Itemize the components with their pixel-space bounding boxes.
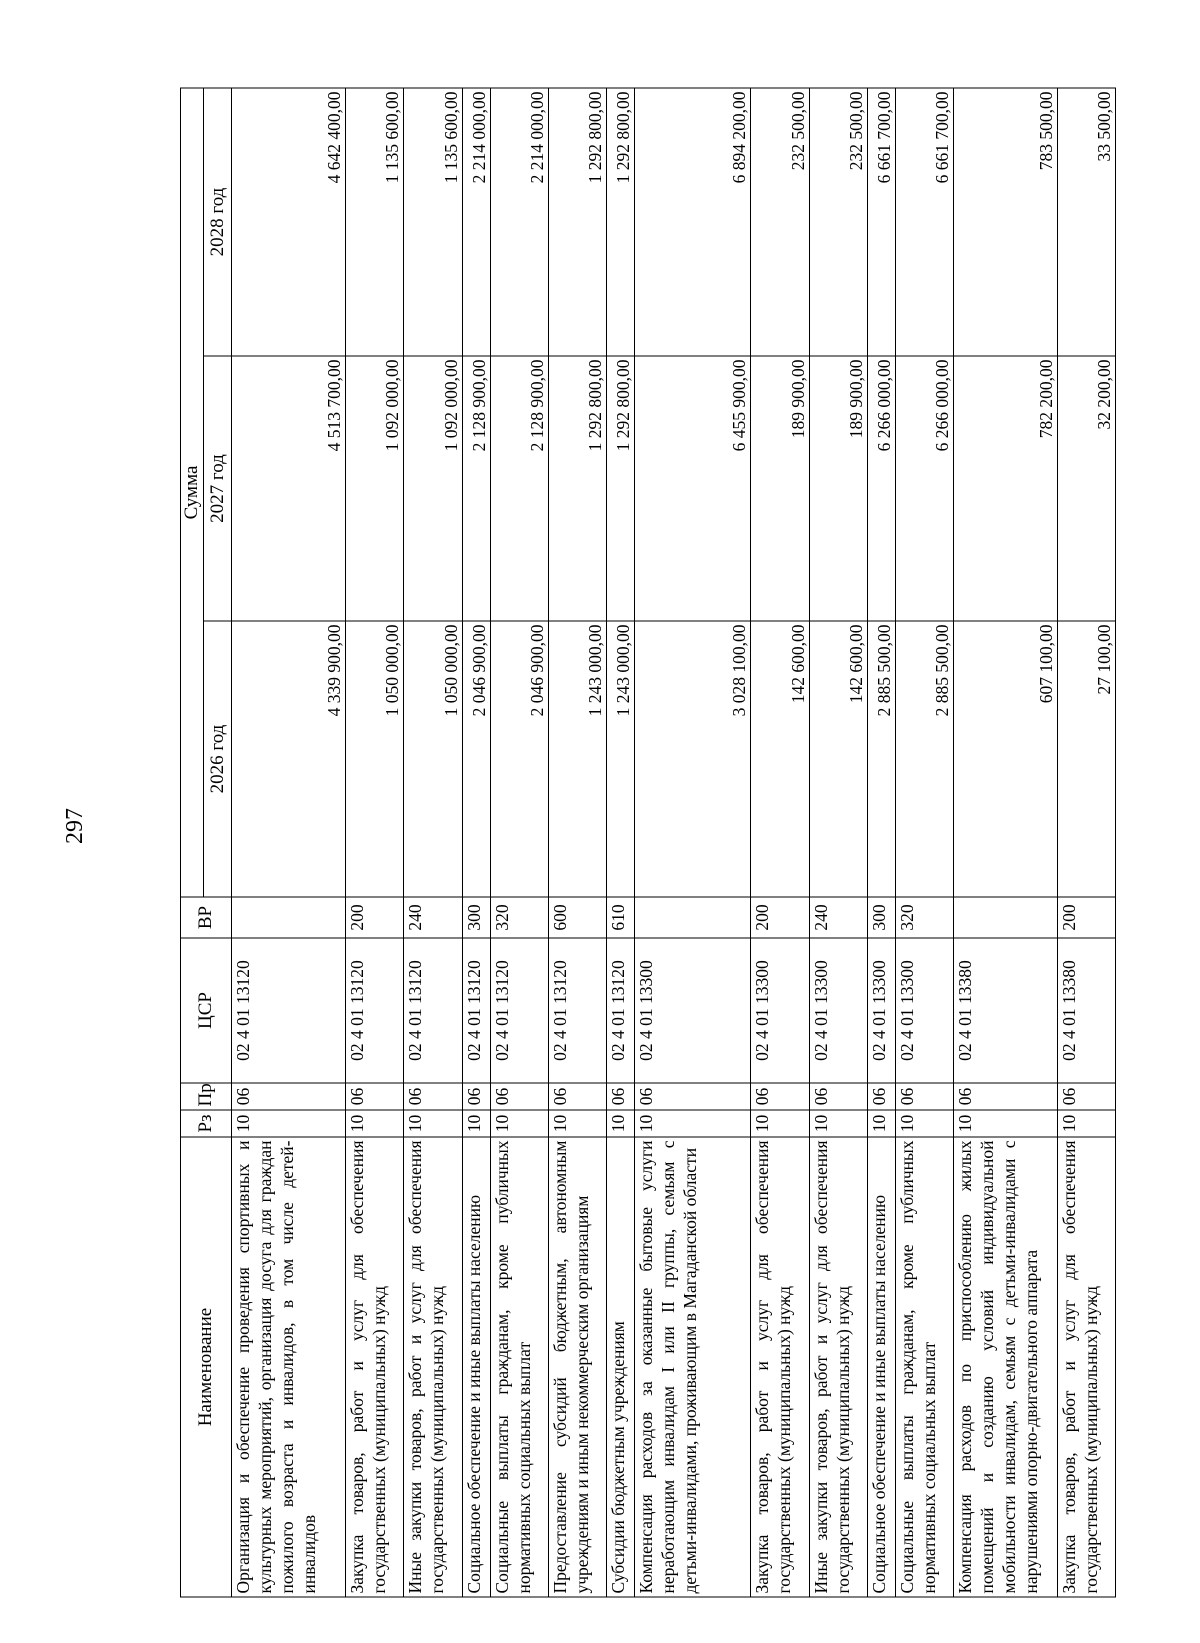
- row-rz-cell: 10: [954, 1110, 1058, 1137]
- row-name-cell: Организация и обеспечение проведения спортивных и культурных мероприятий, организация досуга для граждан пожилого возраста и инвалидов, в том числе детей-инвалидов: [232, 1137, 346, 1597]
- row-csr-cell: 02 4 01 13120: [404, 938, 462, 1083]
- row-2027-cell: 32 200,00: [1057, 356, 1115, 621]
- page-number: 297: [62, 808, 88, 844]
- header-sum: Сумма: [181, 88, 204, 897]
- row-2026-cell: 1 050 000,00: [404, 621, 462, 897]
- row-vr-cell: [634, 897, 750, 938]
- row-2026-cell: 2 885 500,00: [867, 621, 895, 897]
- row-csr-cell: 02 4 01 13120: [462, 938, 490, 1083]
- header-csr: ЦСР: [181, 938, 232, 1083]
- row-2028-cell: 4 642 400,00: [232, 88, 346, 356]
- row-pr-cell: 06: [895, 1083, 953, 1110]
- table-row: [548, 88, 606, 1597]
- row-pr-cell: 06: [490, 1083, 548, 1110]
- header-vr: ВР: [181, 897, 232, 938]
- row-csr-cell: 02 4 01 13120: [346, 938, 404, 1083]
- row-rz-cell: 10: [809, 1110, 867, 1137]
- row-name-cell: Иные закупки товаров, работ и услуг для обеспечения государственных (муниципальных) нужд: [809, 1137, 867, 1597]
- row-rz-cell: 10: [404, 1110, 462, 1137]
- row-vr-cell: 300: [867, 897, 895, 938]
- row-csr-cell: 02 4 01 13120: [607, 938, 635, 1083]
- row-2026-cell: 1 050 000,00: [346, 621, 404, 897]
- row-2027-cell: 1 292 800,00: [548, 356, 606, 621]
- row-rz-cell: 10: [462, 1110, 490, 1137]
- row-vr-cell: 240: [809, 897, 867, 938]
- table-row: [607, 88, 635, 1597]
- row-pr-cell: 06: [232, 1083, 346, 1110]
- row-vr-cell: 240: [404, 897, 462, 938]
- table-row: [462, 88, 490, 1597]
- header-name: Наименование: [181, 1137, 232, 1597]
- row-name-cell: Закупка товаров, работ и услуг для обеспечения государственных (муниципальных) нужд: [751, 1137, 809, 1597]
- row-vr-cell: 610: [607, 897, 635, 938]
- row-csr-cell: 02 4 01 13300: [895, 938, 953, 1083]
- row-vr-cell: 320: [895, 897, 953, 938]
- table-row: [490, 88, 548, 1597]
- row-name-cell: Социальные выплаты гражданам, кроме публичных нормативных социальных выплат: [895, 1137, 953, 1597]
- table-row: [809, 88, 867, 1597]
- row-csr-cell: 02 4 01 13300: [751, 938, 809, 1083]
- row-2027-cell: 1 092 000,00: [346, 356, 404, 621]
- row-2026-cell: 3 028 100,00: [634, 621, 750, 897]
- row-csr-cell: 02 4 01 13120: [232, 938, 346, 1083]
- row-2028-cell: 6 661 700,00: [867, 88, 895, 356]
- header-2026: 2026 год: [204, 621, 232, 897]
- row-rz-cell: 10: [751, 1110, 809, 1137]
- table-row: [895, 88, 953, 1597]
- row-vr-cell: 300: [462, 897, 490, 938]
- row-name-cell: Иные закупки товаров, работ и услуг для обеспечения государственных (муниципальных) нужд: [404, 1137, 462, 1597]
- row-2026-cell: 4 339 900,00: [232, 621, 346, 897]
- row-2028-cell: 2 214 000,00: [490, 88, 548, 356]
- row-name-cell: Компенсация расходов по приспособлению жилых помещений и созданию условий индивидуальной мобильности инвалидам, семьям с детьми-инвалидами с нарушениями опорно-двигательного аппарата: [954, 1137, 1058, 1597]
- table-row: [634, 88, 750, 1597]
- row-vr-cell: 200: [751, 897, 809, 938]
- header-rz: Рз: [181, 1110, 232, 1137]
- row-2026-cell: 27 100,00: [1057, 621, 1115, 897]
- row-2027-cell: 6 455 900,00: [634, 356, 750, 621]
- row-2027-cell: 189 900,00: [751, 356, 809, 621]
- row-2028-cell: 232 500,00: [809, 88, 867, 356]
- row-2028-cell: 783 500,00: [954, 88, 1058, 356]
- row-rz-cell: 10: [895, 1110, 953, 1137]
- row-2028-cell: 6 661 700,00: [895, 88, 953, 356]
- row-vr-cell: 320: [490, 897, 548, 938]
- table-row: [751, 88, 809, 1597]
- row-2026-cell: 142 600,00: [809, 621, 867, 897]
- row-pr-cell: 06: [751, 1083, 809, 1110]
- row-rz-cell: 10: [232, 1110, 346, 1137]
- row-rz-cell: 10: [607, 1110, 635, 1137]
- row-name-cell: Субсидии бюджетным учреждениям: [607, 1137, 635, 1597]
- header-2027: 2027 год: [204, 356, 232, 621]
- row-2028-cell: 232 500,00: [751, 88, 809, 356]
- row-rz-cell: 10: [634, 1110, 750, 1137]
- header-2028: 2028 год: [204, 88, 232, 356]
- row-name-cell: Закупка товаров, работ и услуг для обеспечения государственных (муниципальных) нужд: [1057, 1137, 1115, 1597]
- row-rz-cell: 10: [548, 1110, 606, 1137]
- row-2026-cell: 1 243 000,00: [548, 621, 606, 897]
- row-2028-cell: 2 214 000,00: [462, 88, 490, 356]
- table-row: [232, 88, 346, 1597]
- row-pr-cell: 06: [1057, 1083, 1115, 1110]
- row-name-cell: Компенсация расходов за оказанные бытовые услуги неработающим инвалидам I или II группы, семьям с детьми-инвалидами, проживающим в Магаданской области: [634, 1137, 750, 1597]
- table-row: [954, 88, 1058, 1597]
- table-row: [346, 88, 404, 1597]
- row-pr-cell: 06: [954, 1083, 1058, 1110]
- row-name-cell: Социальные выплаты гражданам, кроме публичных нормативных социальных выплат: [490, 1137, 548, 1597]
- row-2028-cell: 1 292 800,00: [607, 88, 635, 356]
- row-2026-cell: 607 100,00: [954, 621, 1058, 897]
- row-vr-cell: 600: [548, 897, 606, 938]
- row-csr-cell: 02 4 01 13120: [490, 938, 548, 1083]
- row-2028-cell: 1 135 600,00: [346, 88, 404, 356]
- row-2027-cell: 4 513 700,00: [232, 356, 346, 621]
- row-2026-cell: 2 046 900,00: [462, 621, 490, 897]
- row-2027-cell: 189 900,00: [809, 356, 867, 621]
- table-row: [404, 88, 462, 1597]
- row-2026-cell: 2 885 500,00: [895, 621, 953, 897]
- row-2027-cell: 6 266 000,00: [867, 356, 895, 621]
- row-pr-cell: 06: [867, 1083, 895, 1110]
- row-2027-cell: 2 128 900,00: [462, 356, 490, 621]
- row-2028-cell: 6 894 200,00: [634, 88, 750, 356]
- row-rz-cell: 10: [346, 1110, 404, 1137]
- row-2027-cell: 1 092 000,00: [404, 356, 462, 621]
- row-csr-cell: 02 4 01 13300: [867, 938, 895, 1083]
- row-rz-cell: 10: [490, 1110, 548, 1137]
- row-pr-cell: 06: [607, 1083, 635, 1110]
- row-2028-cell: 1 135 600,00: [404, 88, 462, 356]
- row-2027-cell: 2 128 900,00: [490, 356, 548, 621]
- row-2028-cell: 1 292 800,00: [548, 88, 606, 356]
- row-2027-cell: 782 200,00: [954, 356, 1058, 621]
- row-pr-cell: 06: [404, 1083, 462, 1110]
- row-name-cell: Социальное обеспечение и иные выплаты населению: [462, 1137, 490, 1597]
- row-vr-cell: 200: [1057, 897, 1115, 938]
- row-2026-cell: 1 243 000,00: [607, 621, 635, 897]
- row-2027-cell: 6 266 000,00: [895, 356, 953, 621]
- row-name-cell: Социальное обеспечение и иные выплаты населению: [867, 1137, 895, 1597]
- row-2027-cell: 1 292 800,00: [607, 356, 635, 621]
- row-pr-cell: 06: [548, 1083, 606, 1110]
- row-name-cell: Закупка товаров, работ и услуг для обеспечения государственных (муниципальных) нужд: [346, 1137, 404, 1597]
- row-2028-cell: 33 500,00: [1057, 88, 1115, 356]
- table-row: [1057, 88, 1115, 1597]
- row-pr-cell: 06: [809, 1083, 867, 1110]
- header-pr: Пр: [181, 1083, 232, 1110]
- row-rz-cell: 10: [867, 1110, 895, 1137]
- row-csr-cell: 02 4 01 13380: [954, 938, 1058, 1083]
- row-pr-cell: 06: [346, 1083, 404, 1110]
- row-csr-cell: 02 4 01 13300: [634, 938, 750, 1083]
- row-vr-cell: 200: [346, 897, 404, 938]
- row-2026-cell: 142 600,00: [751, 621, 809, 897]
- row-pr-cell: 06: [462, 1083, 490, 1110]
- table-row: [867, 88, 895, 1597]
- row-rz-cell: 10: [1057, 1110, 1115, 1137]
- row-csr-cell: 02 4 01 13300: [809, 938, 867, 1083]
- row-csr-cell: 02 4 01 13380: [1057, 938, 1115, 1083]
- row-2026-cell: 2 046 900,00: [490, 621, 548, 897]
- row-vr-cell: [954, 897, 1058, 938]
- budget-table: [180, 87, 1116, 1597]
- row-csr-cell: 02 4 01 13120: [548, 938, 606, 1083]
- rotated-table-wrapper: [180, 89, 1116, 1598]
- row-name-cell: Предоставление субсидий бюджетным, автономным учреждениям и иным некоммерческим организациям: [548, 1137, 606, 1597]
- row-vr-cell: [232, 897, 346, 938]
- row-pr-cell: 06: [634, 1083, 750, 1110]
